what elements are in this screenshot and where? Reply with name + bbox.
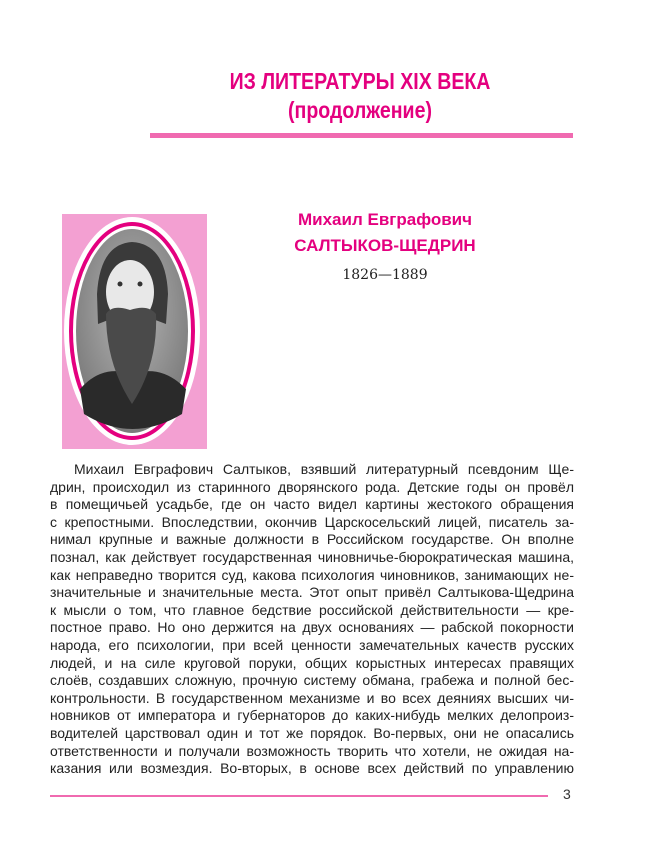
body-line: с крепостными. Впоследствии, окончив Царскосельский лицей, писатель за- xyxy=(50,513,574,530)
body-line: к мысли о том, что главное бедствие российской действительности — кре- xyxy=(50,601,574,618)
author-years: 1826—1889 xyxy=(342,267,428,283)
body-line: Михаил Евграфович Салтыков, взявший литературный псевдоним Ще- xyxy=(74,461,574,477)
body-line: нимал крупные и важные должности в Российском государстве. Он вполне xyxy=(50,531,574,548)
body-line: водителей царствовал один и тот же порядок. Во-первых, они не опасались xyxy=(50,724,574,741)
body-line: новников от императора и губернаторов до каких-нибудь мелких делопроиз- xyxy=(50,707,574,724)
author-surname: САЛТЫКОВ-ЩЕДРИН xyxy=(294,236,476,255)
body-line: людей, и на силе круговой поруки, общих корыстных интересах правящих xyxy=(50,654,574,671)
body-line: значительные и значительные места. Этот опыт привёл Салтыкова-Щедрина xyxy=(50,584,574,601)
footer-rule xyxy=(50,795,548,797)
chapter-title: ИЗ ЛИТЕРАТУРЫ XIX ВЕКА xyxy=(229,68,491,94)
body-line: как неправедно творится суд, какова психология чиновников, занимающих не- xyxy=(50,566,574,583)
body-line: контрольности. В государственном механизме и во всех деяниях высших чи- xyxy=(50,689,574,706)
header-rule xyxy=(150,133,573,138)
chapter-subtitle: (продолжение) xyxy=(288,97,432,123)
body-text xyxy=(50,461,574,778)
page-number: 3 xyxy=(563,786,571,802)
body-line: в помещичьей усадьбе, где он часто видел картины жестокого обращения xyxy=(50,496,574,513)
body-line: ответственности и получали возможность творить что хотели, не ожидая на- xyxy=(50,742,574,759)
body-line: слоёв, создавших сложную, прочную систему обмана, грабежа и полной бес- xyxy=(50,672,574,689)
author-first-names: Михаил Евграфович xyxy=(297,210,472,229)
body-line: дрин, происходил из старинного дворянского рода. Детские годы он провёл xyxy=(50,478,574,495)
author-portrait xyxy=(62,214,207,449)
body-line: народа, его психологии, при всей ценности замечательных качеств русских xyxy=(50,636,574,653)
body-line: познал, как действует государственная чиновничье-бюрократическая машина, xyxy=(50,548,574,565)
body-line: постное право. Но оно держится на двух основаниях — рабской покорности xyxy=(50,619,574,636)
body-line: казания или возмездия. Во-вторых, в основе всех действий по управлению xyxy=(50,760,574,777)
